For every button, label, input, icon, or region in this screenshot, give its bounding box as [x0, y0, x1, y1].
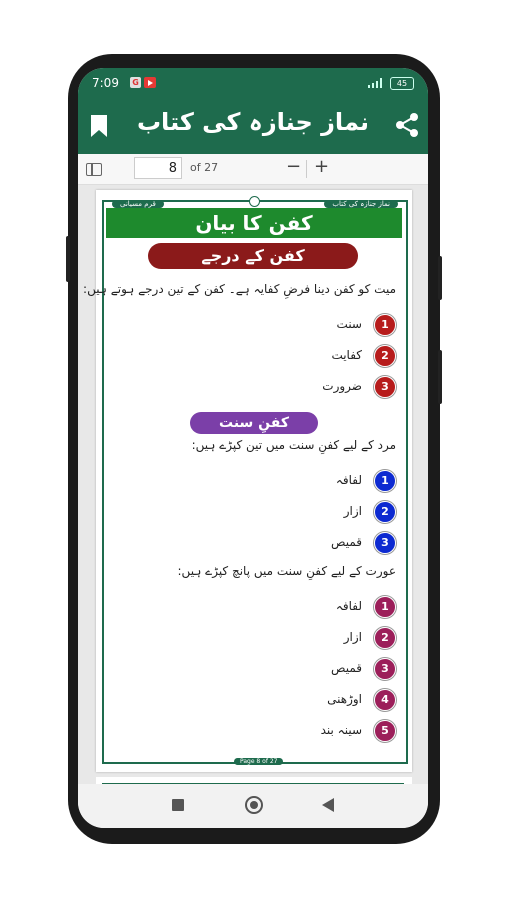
men-intro-text: مرد کے لیے کفنِ سنت میں تین کپڑے ہیں: — [191, 438, 396, 452]
item-text: ازار — [343, 630, 362, 644]
home-button[interactable] — [245, 796, 263, 814]
item-number: 2 — [374, 627, 396, 649]
zoom-in-button[interactable]: + — [314, 156, 330, 177]
item-number: 3 — [374, 658, 396, 680]
battery-icon: 45 — [390, 77, 414, 90]
status-time: 7:09 — [92, 76, 119, 90]
item-number: 2 — [374, 501, 396, 523]
item-number: 1 — [374, 470, 396, 492]
pdf-page — [83, 190, 412, 772]
page-number-input[interactable]: 8 — [134, 157, 182, 179]
page-header-left: قرم مسیانی — [112, 200, 164, 208]
item-number: 5 — [374, 720, 396, 742]
recents-button[interactable] — [172, 799, 184, 811]
item-text: سینہ بند — [320, 723, 362, 737]
item-number: 4 — [374, 689, 396, 711]
volume-button — [66, 236, 70, 282]
intro-text: میت کو کفن دینا فرضِ کفایہ ہے۔ کفن کے تین درجے ہوتے ہیں: — [83, 282, 396, 296]
item-text: قمیص — [331, 535, 362, 549]
app-bar — [78, 98, 428, 154]
subheading-levels: کفن کے درجے — [148, 243, 358, 269]
item-number: 3 — [374, 532, 396, 554]
page-header-right: نماز جنازہ کی کتاب — [324, 200, 398, 208]
item-text: ازار — [343, 504, 362, 518]
item-text: قمیص — [331, 661, 362, 675]
item-number: 2 — [374, 345, 396, 367]
status-bar — [78, 68, 428, 98]
youtube-icon — [144, 77, 156, 88]
item-number: 1 — [374, 314, 396, 336]
subheading-sunnah: کفنِ سنت — [190, 412, 318, 434]
system-nav-bar — [78, 784, 428, 828]
women-intro-text: عورت کے لیے کفنِ سنت میں پانچ کپڑے ہیں: — [177, 564, 396, 578]
item-text: لفافہ — [335, 473, 362, 487]
page-footer: Page 8 of 27 — [234, 758, 283, 765]
item-text: اوڑھنی — [327, 692, 362, 706]
power-button — [438, 256, 442, 300]
pdf-viewer[interactable] — [78, 185, 428, 785]
item-text: کفایت — [331, 348, 362, 362]
item-number: 1 — [374, 596, 396, 618]
item-text: لفافہ — [335, 599, 362, 613]
screen — [78, 68, 428, 828]
side-button — [438, 350, 442, 404]
signal-icon — [368, 78, 382, 88]
item-text: ضرورت — [322, 379, 362, 393]
zoom-divider — [306, 160, 307, 178]
zoom-out-button[interactable]: − — [286, 156, 302, 177]
share-icon[interactable] — [394, 112, 420, 138]
sidebar-toggle-icon[interactable] — [86, 163, 102, 176]
logo-icon — [249, 196, 260, 207]
back-button[interactable] — [322, 798, 334, 812]
pdf-toolbar — [78, 154, 428, 185]
page-count: of 27 — [190, 161, 219, 174]
item-number: 3 — [374, 376, 396, 398]
app-title: نماز جنازہ کی کتاب — [136, 108, 370, 136]
google-icon: G — [130, 77, 141, 88]
item-text: سنت — [336, 317, 362, 331]
page-heading: کفن کا بیان — [106, 208, 402, 238]
page-frame — [83, 200, 408, 765]
